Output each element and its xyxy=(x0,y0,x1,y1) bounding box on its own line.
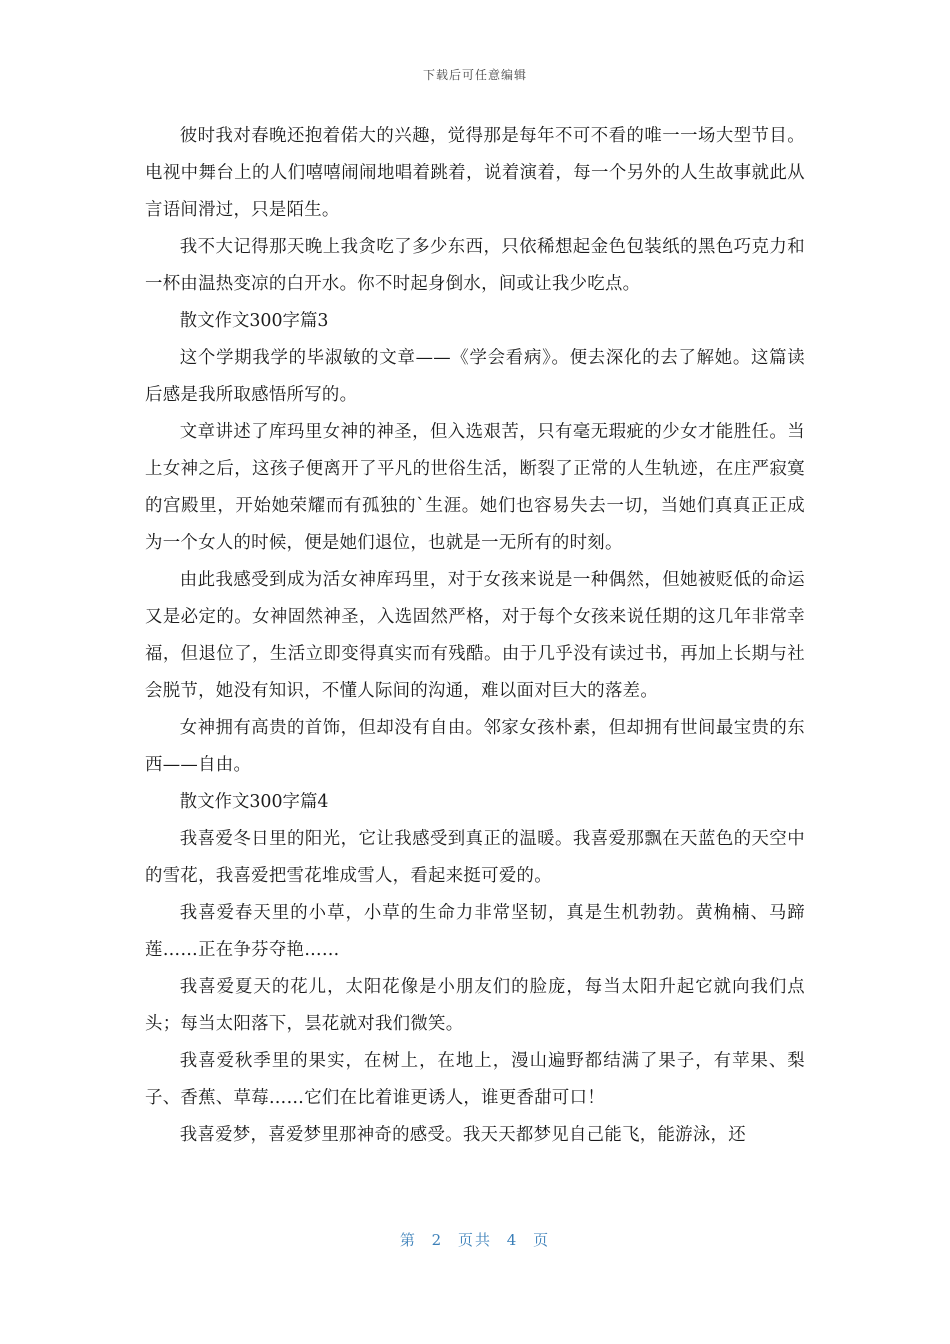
page-number-footer: 第 2 页共 4 页 xyxy=(399,1231,551,1249)
document-body xyxy=(145,118,805,1154)
paragraph: 彼时我对春晚还抱着偌大的兴趣，觉得那是每年不可不看的唯一一场大型节目。电视中舞台上的人们嘻嘻闹闹地唱着跳着，说着演着，每一个另外的人生故事就此从言语间滑过，只是陌生。 xyxy=(145,126,805,220)
paragraph: 我喜爱夏天的花儿，太阳花像是小朋友们的脸庞，每当太阳升起它就向我们点头；每当太阳落下，昙花就对我们微笑。 xyxy=(145,977,805,1034)
paragraph: 我不大记得那天晚上我贪吃了多少东西，只依稀想起金色包装纸的黑色巧克力和一杯由温热变凉的白开水。你不时起身倒水，间或让我少吃点。 xyxy=(145,237,805,294)
paragraph: 我喜爱冬日里的阳光，它让我感受到真正的温暖。我喜爱那飘在天蓝色的天空中的雪花，我喜爱把雪花堆成雪人，看起来挺可爱的。 xyxy=(145,829,805,886)
paragraph: 这个学期我学的毕淑敏的文章——《学会看病》。便去深化的去了解她。这篇读后感是我所取感悟所写的。 xyxy=(145,348,805,405)
paragraph: 文章讲述了库玛里女神的神圣，但入选艰苦，只有毫无瑕疵的少女才能胜任。当上女神之后，这孩子便离开了平凡的世俗生活，断裂了正常的人生轨迹，在庄严寂寞的宫殿里，开始她荣耀而有孤独的`生涯。她们也容易失去一切，当她们真真正正成为一个女人的时候，便是她们退位，也就是一无所有的时刻。 xyxy=(145,422,805,553)
page-header: 下载后可任意编辑 xyxy=(422,68,527,82)
section-heading: 散文作文300字篇3 xyxy=(179,311,329,331)
paragraph: 女神拥有高贵的首饰，但却没有自由。邻家女孩朴素，但却拥有世间最宝贵的东西——自由。 xyxy=(145,718,805,775)
paragraph: 我喜爱春天里的小草，小草的生命力非常坚韧，真是生机勃勃。黄桷楠、马蹄莲……正在争芬夺艳…… xyxy=(145,903,805,960)
section-heading: 散文作文300字篇4 xyxy=(179,792,329,812)
paragraph: 我喜爱梦，喜爱梦里那神奇的感受。我天天都梦见自己能飞，能游泳，还 xyxy=(179,1125,746,1145)
paragraph: 由此我感受到成为活女神库玛里，对于女孩来说是一种偶然，但她被贬低的命运又是必定的。女神固然神圣，入选固然严格，对于每个女孩来说任期的这几年非常幸福，但退位了，生活立即变得真实而有残酷。由于几乎没有读过书，再加上长期与社会脱节，她没有知识，不懂人际间的沟通，难以面对巨大的落差。 xyxy=(145,570,805,701)
paragraph: 我喜爱秋季里的果实，在树上，在地上，漫山遍野都结满了果子，有苹果、梨子、香蕉、草莓……它们在比着谁更诱人，谁更香甜可口！ xyxy=(145,1051,805,1108)
